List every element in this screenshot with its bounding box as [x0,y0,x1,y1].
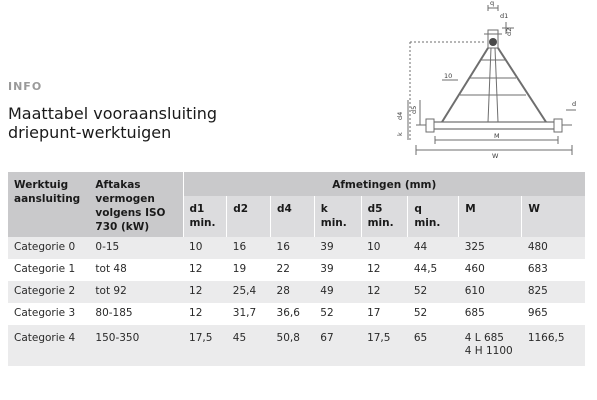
table-row: Categorie 3 80-185 12 31,7 36,6 52 17 52 685 965 [8,303,585,325]
drawing-label-q: q [490,0,495,7]
drawing-label-d5: d5 [410,105,418,114]
drawing-label-d2: d2 [505,27,513,36]
header-m: M [459,196,522,237]
table-row: Categorie 1 tot 48 12 19 22 39 12 44,5 460 683 [8,259,585,281]
drawing-label-k: k [396,132,404,136]
dimensions-table [8,172,585,366]
header-aftakas: Aftakas vermogen volgens ISO 730 (kW) [89,172,183,237]
table-row: Categorie 0 0-15 10 16 16 39 10 44 325 480 [8,237,585,259]
three-point-hitch-drawing [380,0,597,165]
drawing-label-d: d [572,100,577,108]
header-q: q min. [408,196,459,237]
header-k: k min. [314,196,361,237]
title-line-2: driepunt-werktuigen [8,123,172,142]
drawing-label-w: W [492,152,499,160]
header-werktuig: Werktuig aansluiting [8,172,89,237]
header-d1: d1 min. [183,196,227,237]
header-w: W [522,196,585,237]
info-label: INFO [8,80,43,93]
header-d4: d4 [271,196,315,237]
page-title [8,104,338,142]
drawing-label-10: 10 [444,72,453,80]
table-row: Categorie 4 150-350 17,5 45 50,8 67 17,5 65 4 L 685 4 H 1100 1166,5 [8,325,585,366]
table-row: Categorie 2 tot 92 12 25,4 28 49 12 52 610 825 [8,281,585,303]
drawing-label-m: M [494,132,500,140]
drawing-label-d1: d1 [500,12,509,20]
drawing-label-d4: d4 [396,111,404,120]
header-d5: d5 min. [361,196,408,237]
header-afmetingen: Afmetingen (mm) [183,172,585,196]
title-line-1: Maattabel vooraansluiting [8,104,218,123]
header-d2: d2 [227,196,271,237]
